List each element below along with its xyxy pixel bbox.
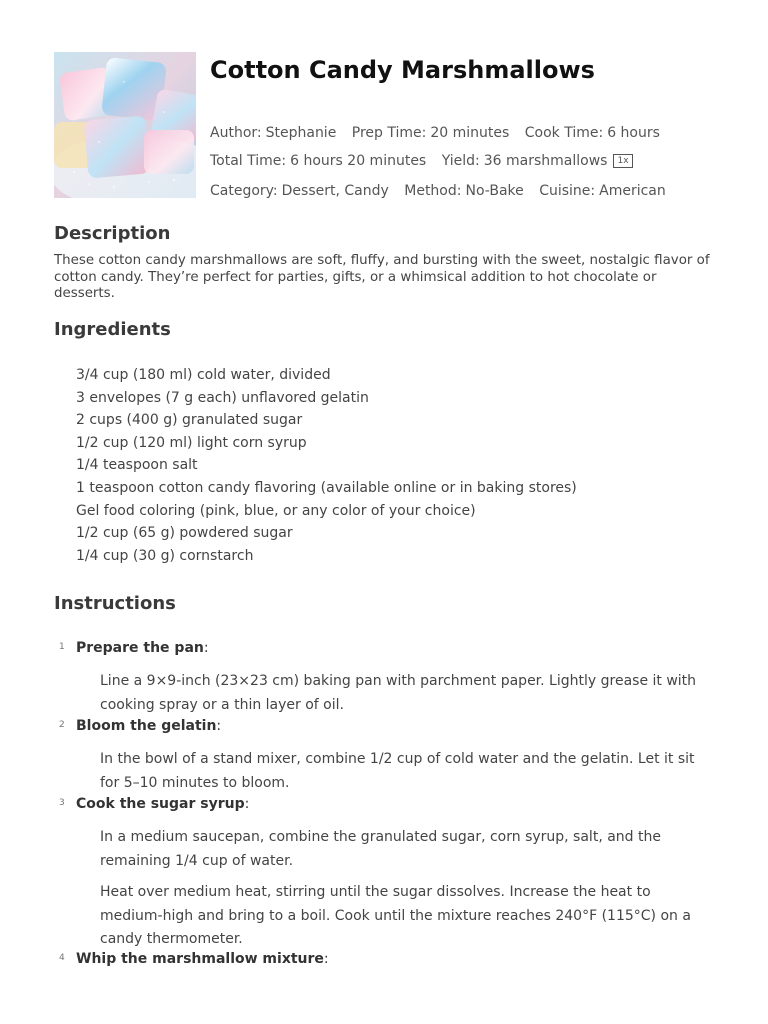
step-heading xyxy=(76,718,221,734)
step-colon: : xyxy=(203,640,209,656)
step-colon: : xyxy=(323,951,329,967)
step-paragraph: Heat over medium heat, stirring until the sugar dissolves. Increase the heat to medium-high and bring to a boil. Cook until the mixture reaches 240°F (115°C) on a candy thermometer. xyxy=(100,884,691,947)
step-colon: : xyxy=(216,718,222,734)
ingredient-item: 3/4 cup (180 ml) cold water, divided xyxy=(76,367,331,383)
ingredients-list xyxy=(76,364,577,567)
yield-label: Yield: xyxy=(441,153,480,169)
ingredient-item: 1/2 cup (65 g) powdered sugar xyxy=(76,525,293,542)
step-number: 1 xyxy=(59,642,65,652)
category-label: Category: xyxy=(210,183,278,199)
step-number: 3 xyxy=(59,798,65,808)
total-time-value: 6 hours 20 minutes xyxy=(290,153,427,169)
category-value: Dessert, Candy xyxy=(281,183,389,199)
step-number: 4 xyxy=(59,953,65,963)
ingredient-item: 1/2 cup (120 ml) light corn syrup xyxy=(76,434,307,451)
ingredient-item: 2 cups (400 g) granulated sugar xyxy=(76,412,303,429)
prep-time-label: Prep Time: xyxy=(351,125,427,141)
total-time-label: Total Time: xyxy=(210,153,287,169)
ingredient-item: 1 teaspoon cotton candy flavoring (available online or in baking stores) xyxy=(76,479,577,496)
ingredient-item: 3 envelopes (7 g each) unflavored gelatin xyxy=(76,389,369,406)
ingredient-item: 1/4 cup (30 g) cornstarch xyxy=(76,547,254,564)
method-value: No-Bake xyxy=(465,183,524,199)
step-paragraph: In the bowl of a stand mixer, combine 1/2 cup of cold water and the gelatin. Let it sit for 5–10 minutes to bloom. xyxy=(100,751,695,791)
step-title: Prepare the pan xyxy=(76,640,204,656)
step-heading xyxy=(76,640,209,656)
method-label: Method: xyxy=(404,183,462,199)
recipe-title: Cotton Candy Marshmallows xyxy=(210,56,595,84)
author-value: Stephanie xyxy=(265,125,337,141)
step-heading xyxy=(76,796,249,812)
ingredients-heading: Ingredients xyxy=(54,319,171,340)
step-number: 2 xyxy=(59,720,65,730)
cook-time-label: Cook Time: xyxy=(524,125,604,141)
recipe-meta-row-2 xyxy=(210,152,633,170)
ingredient-item: 1/4 teaspoon salt xyxy=(76,457,198,474)
yield-value: 36 marshmallows xyxy=(483,153,608,169)
cook-time-value: 6 hours xyxy=(607,125,660,141)
cuisine-value: American xyxy=(599,183,666,199)
step-paragraph: In a medium saucepan, combine the granulated sugar, corn syrup, salt, and the remaining 1/4 cup of water. xyxy=(100,829,661,869)
step-heading xyxy=(76,951,329,967)
instructions-heading: Instructions xyxy=(54,593,176,614)
recipe-image xyxy=(54,52,196,198)
step-colon: : xyxy=(244,796,250,812)
step-title: Cook the sugar syrup xyxy=(76,796,245,812)
cuisine-label: Cuisine: xyxy=(539,183,596,199)
recipe-meta-row-1 xyxy=(210,124,671,142)
step-title: Whip the marshmallow mixture xyxy=(76,951,324,967)
description-heading: Description xyxy=(54,223,171,244)
description-text: These cotton candy marshmallows are soft, fluffy, and bursting with the sweet, nostalgic flavor of cotton candy. They’re perfect for parties, gifts, or a whimsical addition to hot chocolate or desserts. xyxy=(54,253,710,301)
step-title: Bloom the gelatin xyxy=(76,718,217,734)
step-paragraph: Line a 9×9-inch (23×23 cm) baking pan with parchment paper. Lightly grease it with cooking spray or a thin layer of oil. xyxy=(100,673,697,713)
prep-time-value: 20 minutes xyxy=(430,125,510,141)
scale-button[interactable]: 1x xyxy=(613,154,632,168)
ingredient-item: Gel food coloring (pink, blue, or any color of your choice) xyxy=(76,502,476,519)
author-label: Author: xyxy=(210,125,262,141)
recipe-meta-row-3 xyxy=(210,182,677,200)
